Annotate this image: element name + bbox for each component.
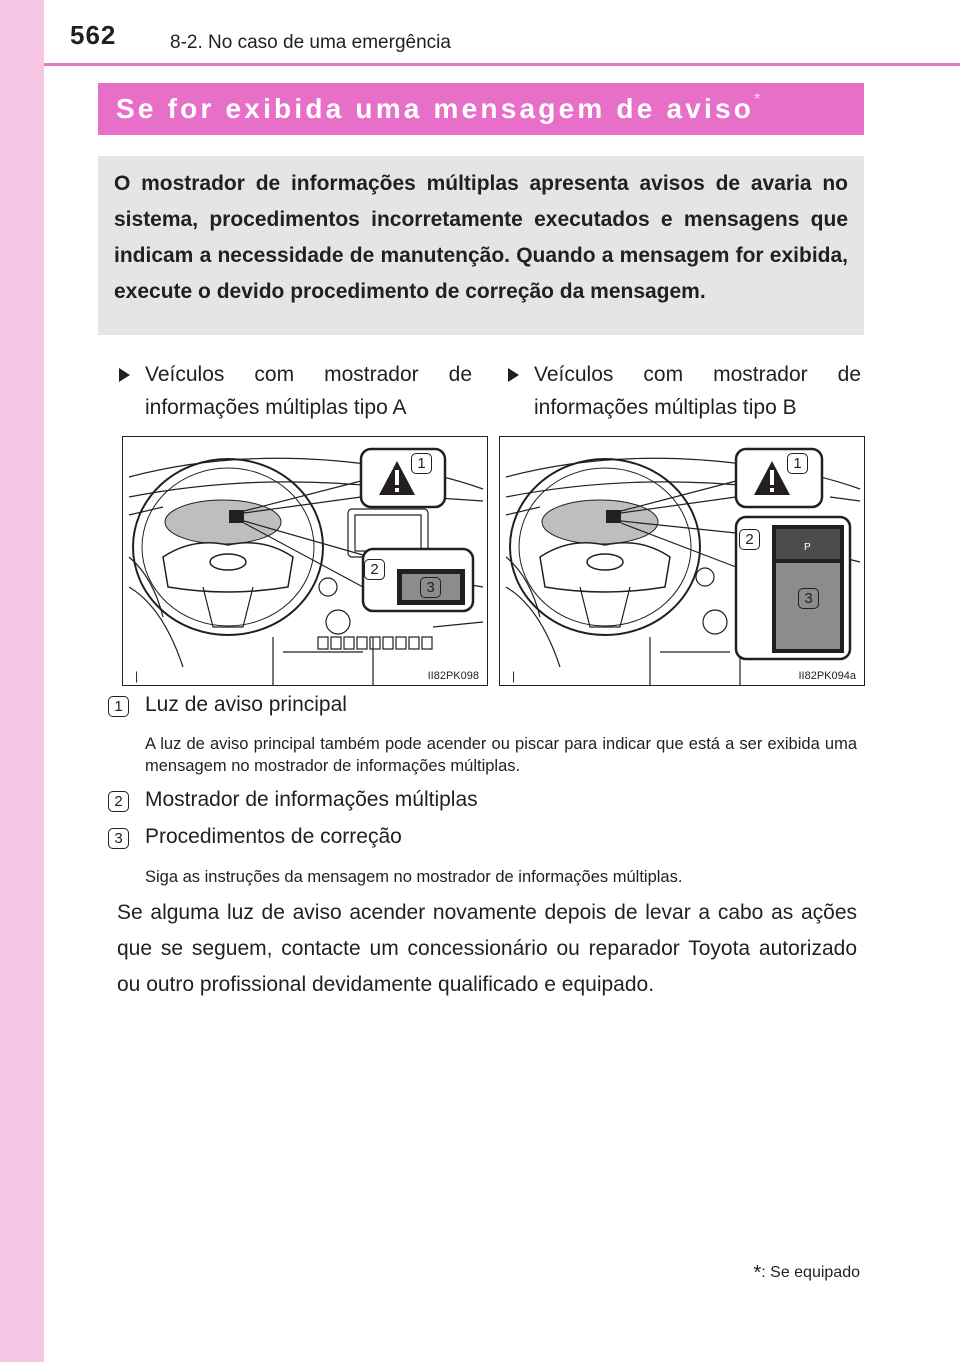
legend-number-1: 1 [108,696,129,717]
callout-number-2: 2 [739,529,760,550]
dashboard-illustration-b [500,437,865,686]
triangle-bullet-icon [119,368,130,382]
intro-box [98,156,864,335]
svg-text:P: P [804,542,811,553]
variant-a-heading [117,358,472,424]
callout-number-1: 1 [411,453,432,474]
callout-number-2: 2 [364,559,385,580]
callout-number-1: 1 [787,453,808,474]
legend-number-3: 3 [108,828,129,849]
legend-note-3: Siga as instruções da mensagem no mostrador de informações múltiplas. [145,868,683,886]
footnote-text: : Se equipado [761,1264,860,1281]
instrument-cluster [165,500,281,544]
section-title-asterisk: * [754,91,761,108]
svg-text:|: | [512,669,516,683]
legend-label-2: Mostrador de informações múltiplas [145,788,478,811]
dashboard-illustration-a [123,437,488,686]
figure-code-a: II82PK098 [427,670,479,682]
legend-number-2: 2 [108,791,129,812]
warning-light-marker [606,510,621,523]
header-divider [44,63,960,66]
footnote-asterisk: * [753,1262,762,1284]
variant-b-heading [506,358,861,424]
callout-number-3: 3 [798,588,819,609]
figure-type-b [499,436,865,686]
variant-b-label: Veículos com mostrador de informações múltiplas tipo B [534,363,861,419]
figure-code-b: II82PK094a [798,670,856,682]
page-number: 562 [70,20,117,50]
side-tab-strip [0,0,44,1362]
triangle-bullet-icon [508,368,519,382]
footnote [753,1262,860,1285]
section-title [116,91,760,125]
warning-light-marker [229,510,244,523]
intro-text: O mostrador de informações múltiplas apresenta avisos de avaria no sistema, procedimentos incorretamente executados e mensagens que indicam a necessidade de manutenção. Quando a mensagem for exibida, execute o devido procedimento de correção da mensagem. [114,172,848,303]
legend-label-1: Luz de aviso principal [145,693,347,716]
figure-type-a [122,436,488,686]
variant-a-label: Veículos com mostrador de informações múltiplas tipo A [145,363,472,419]
chapter-title: 8-2. No caso de uma emergência [170,32,451,53]
callout-number-3: 3 [420,577,441,598]
svg-text:|: | [135,669,139,683]
section-title-text: Se for exibida uma mensagem de aviso [116,93,755,124]
section-banner [98,83,864,135]
legend-label-3: Procedimentos de correção [145,825,402,848]
closing-paragraph: Se alguma luz de aviso acender novamente depois de levar a cabo as ações que se seguem, contacte um concessionário ou reparador Toyota autorizado ou outro profissional devidamente qualificado e equipado. [117,901,857,996]
instrument-cluster [542,500,658,544]
legend-note-1: A luz de aviso principal também pode acender ou piscar para indicar que está a ser exibida uma mensagem no mostrador de informações múltiplas. [145,735,857,775]
